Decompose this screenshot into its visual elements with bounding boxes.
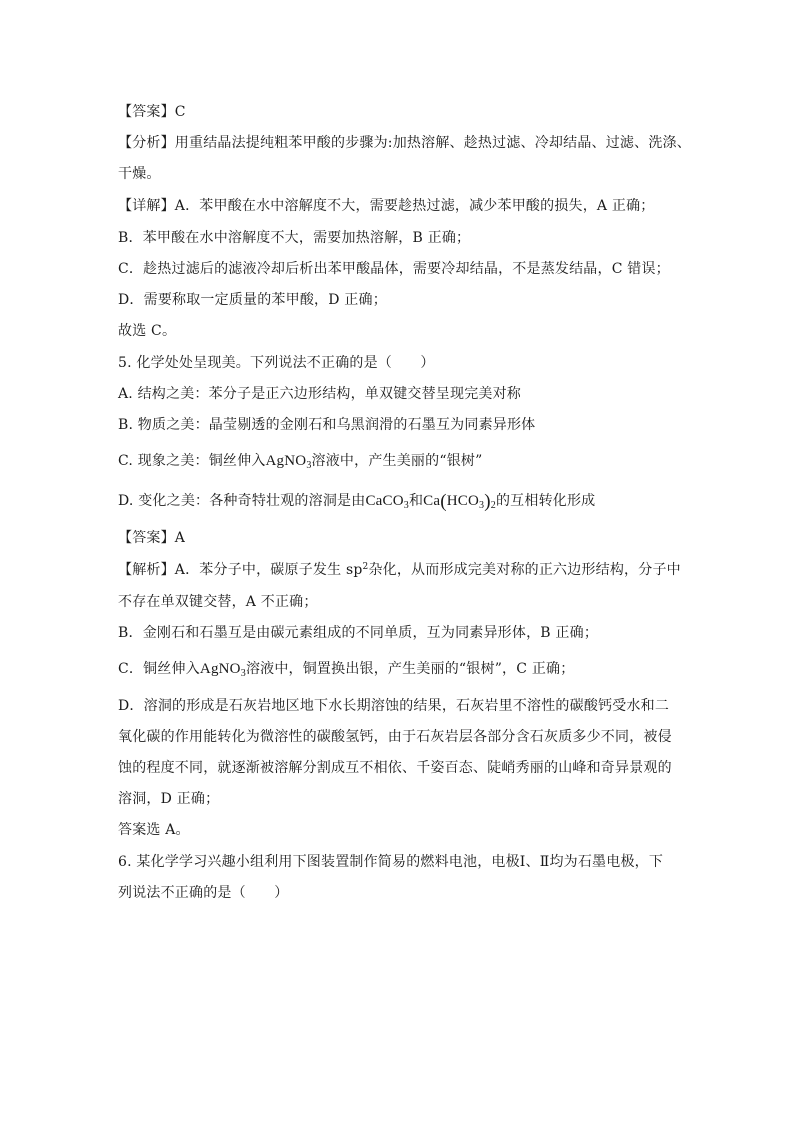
explanation-line-a-2: 不存在单双键交替，A 不正确； (118, 594, 318, 610)
question-5-option-d (118, 491, 688, 511)
answer-choice-q5: 答案选 A。 (118, 822, 190, 838)
explanation-line-d-1: D．溶洞的形成是石灰岩地区地下水长期溶蚀的结果，石灰岩里不溶性的碳酸钙受水和二 (118, 698, 670, 714)
option-d-suffix: 的互相转化形成 (495, 493, 596, 509)
explanation-line-d-3: 蚀的程度不同，就逐渐被溶解分割成互不相依、千姿百态、陡峭秀丽的山峰和奇异景观的 (118, 760, 672, 776)
question-5-stem: 5. 化学处处呈现美。下列说法不正确的是（ ） (118, 355, 435, 371)
answer-line-q5: 【答案】A (118, 530, 186, 546)
option-c-prefix: C. 现象之美：铜丝伸入 (118, 453, 266, 469)
option-d-prefix: D. 变化之美：各种奇特壮观的溶洞是由 (118, 493, 366, 509)
answer-line-q4: 【答案】C (118, 104, 186, 120)
detail-line-b: B．苯甲酸在水中溶解度不大，需要加热溶解，B 正确； (118, 230, 471, 246)
option-c-suffix: 溶液中，产生美丽的“银树” (311, 453, 483, 469)
formula-ca-hco3-2: $Ca(HCO_3)_2$ (423, 491, 496, 512)
question-5-option-b: B. 物质之美：晶莹剔透的金刚石和乌黑润滑的石墨互为同素异形体 (118, 417, 536, 433)
detail-line-a: 【详解】A．苯甲酸在水中溶解度不大，需要趁热过滤，减少苯甲酸的损失，A 正确； (118, 198, 655, 214)
formula-caco3: CaCO$_3$ (365, 493, 409, 511)
explanation-line-a-1: 【解析】A．苯分子中，碳原子发生 $sp^2$杂化，从而形成完美对称的正六边形结构，分子中 (118, 562, 681, 578)
explanation-line-d-4: 溶洞，D 正确； (118, 791, 220, 807)
explanation-line-c: C．铜丝伸入AgNO$_3$溶液中，铜置换出银，产生美丽的“银树”，C 正确； (118, 661, 575, 679)
option-d-and: 和 (408, 493, 424, 509)
analysis-line-2: 干燥。 (118, 166, 161, 182)
question-6-stem-2: 列说法不正确的是（ ） (118, 885, 289, 901)
detail-line-d: D．需要称取一定质量的苯甲酸，D 正确； (118, 292, 387, 308)
explanation-line-b: B．金刚石和石墨互是由碳元素组成的不同单质，互为同素异形体，B 正确； (118, 625, 599, 641)
question-5-option-a: A. 结构之美：苯分子是正六边形结构，单双键交替呈现完美对称 (118, 386, 522, 402)
explanation-line-d-2: 氧化碳的作用能转化为微溶性的碳酸氢钙，由于石灰岩层各部分含石灰质多少不同，被侵 (118, 729, 672, 745)
formula-agno3: AgNO$_3$ (199, 661, 246, 679)
question-6-stem-1: 6. 某化学学习兴趣小组利用下图装置制作简易的燃料电池，电极Ⅰ、Ⅱ均为石墨电极，下 (118, 854, 664, 870)
question-5-option-c (118, 451, 688, 471)
conclusion-line-q4: 故选 C。 (118, 323, 177, 339)
analysis-line-1: 【分析】用重结晶法提纯粗苯甲酸的步骤为:加热溶解、趁热过滤、冷却结晶、过滤、洗涤、 (118, 135, 691, 151)
detail-line-c: C．趁热过滤后的滤液冷却后析出苯甲酸晶体，需要冷却结晶，不是蒸发结晶，C 错误； (118, 261, 670, 277)
formula-agno3: AgNO$_3$ (265, 453, 312, 471)
